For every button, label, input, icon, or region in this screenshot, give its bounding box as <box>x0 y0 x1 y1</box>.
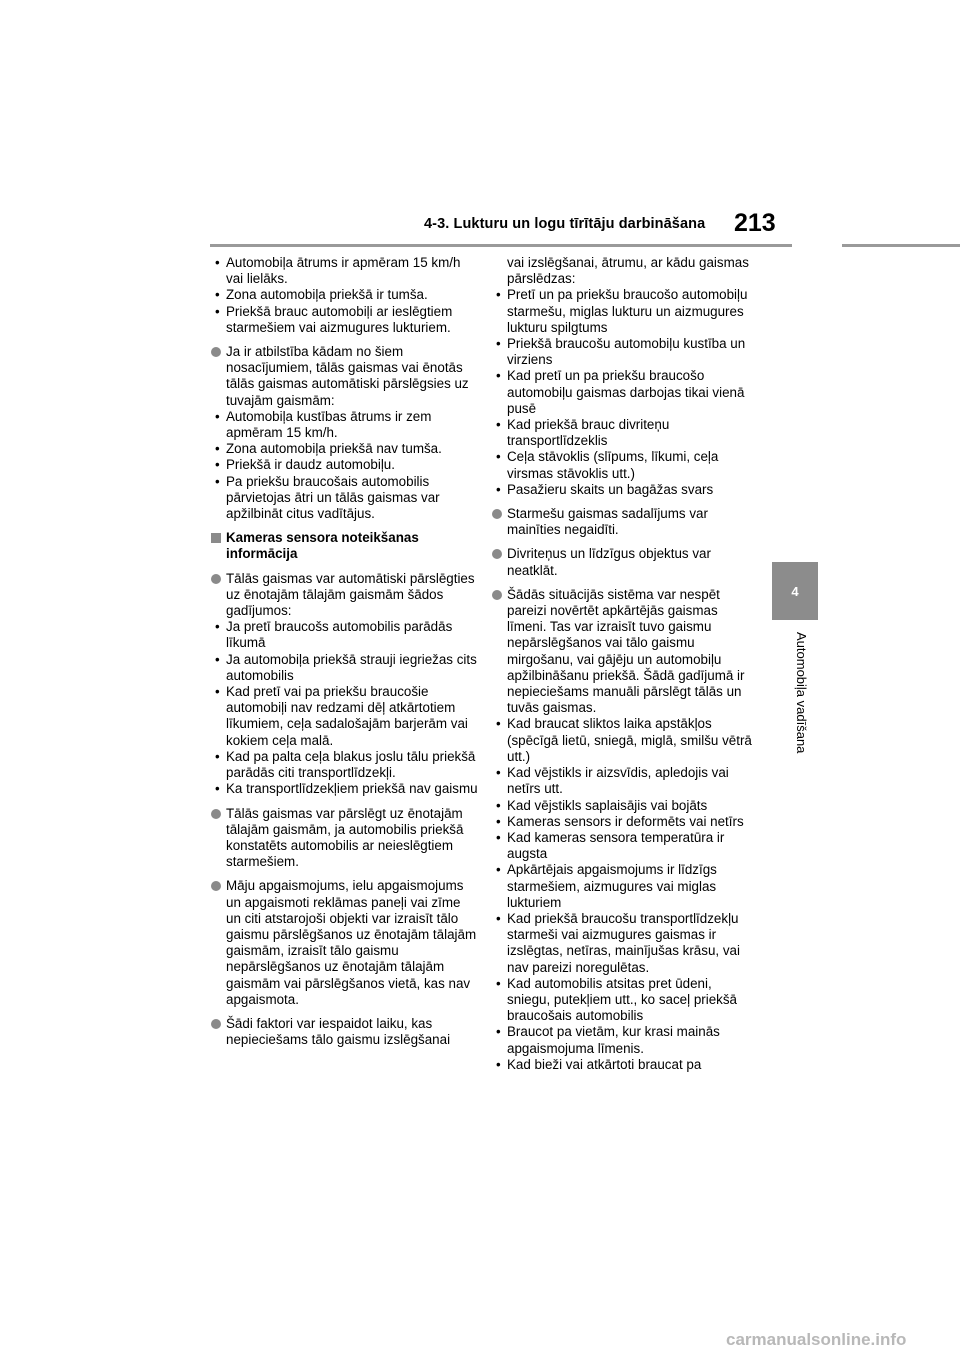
list-item: • Kad pretī un pa priekšu braucošo automobiļu gaismas darbojas tikai vienā pusē <box>491 368 753 417</box>
list-item: • Kad priekšā braucošu transportlīdzekļu starmeši vai aizmugures gaismas ir izslēgtas, netīras, mainījušas krāsu, vai nav pareizi noregulētas. <box>491 911 753 976</box>
note-text: Šādi faktori var iespaidot laiku, kas nepieciešams tālo gaismu izslēgšanai <box>210 1016 478 1048</box>
list-item: • Pasažieru skaits un bagāžas svars <box>491 482 753 498</box>
note-text: Ja ir atbilstība kādam no šiem nosacījumiem, tālās gaismas vai ēnotās tālās gaismas automātiski pārslēgsies uz tuvajām gaismām: <box>210 344 478 409</box>
list-item: • Ceļa stāvoklis (slīpums, līkumi, ceļa virsmas stāvoklis utt.) <box>491 449 753 481</box>
note-text: Starmešu gaismas sadalījums var mainīties negaidīti. <box>491 506 753 538</box>
list-item: • Kad vējstikls saplaisājis vai bojāts <box>491 798 753 814</box>
section-heading: Kameras sensora noteikšanas informācija <box>210 530 478 562</box>
list-item: • Ja automobiļa priekšā strauji iegriežas cits automobilis <box>210 652 478 684</box>
list-item: • Priekšā ir daudz automobiļu. <box>210 457 478 473</box>
list-item: • Zona automobiļa priekšā ir tumša. <box>210 287 478 303</box>
chapter-tab <box>772 562 818 620</box>
list-item: • Ka transportlīdzekļiem priekšā nav gaismu <box>210 781 478 797</box>
right-column <box>491 255 753 1081</box>
list-item: • Kad priekšā brauc divriteņu transportlīdzeklis <box>491 417 753 449</box>
note-text: Divriteņus un līdzīgus objektus var neatklāt. <box>491 546 753 578</box>
left-column <box>210 255 478 1056</box>
list-item: • Kad vējstikls ir aizsvīdis, apledojis vai netīrs utt. <box>491 765 753 797</box>
note-text: Tālās gaismas var pārslēgt uz ēnotajām tālajām gaismām, ja automobilis priekšā konstatēts automobilis ar neieslēgtiem starmešiem. <box>210 806 478 871</box>
list-item: • Braucot pa vietām, kur krasi mainās apgaismojuma līmenis. <box>491 1024 753 1056</box>
note-block <box>491 587 753 1073</box>
section-title: 4-3. Lukturu un logu tīrītāju darbināšana <box>424 216 706 232</box>
list-item: • Ja pretī braucošs automobilis parādās līkumā <box>210 619 478 651</box>
chapter-number: 4 <box>791 583 799 599</box>
list-item: • Kad automobilis atsitas pret ūdeni, sniegu, putekļiem utt., ko saceļ priekšā braucošais automobilis <box>491 976 753 1025</box>
note-block <box>210 344 478 522</box>
list-item: • Automobiļa kustības ātrums ir zem apmēram 15 km/h. <box>210 409 478 441</box>
list-item: • Priekšā brauc automobiļi ar ieslēgtiem starmešiem vai aizmugures lukturiem. <box>210 304 478 336</box>
list-item: • Kad pa palta ceļa blakus joslu tālu priekšā parādās citi transportlīdzekļi. <box>210 749 478 781</box>
note-block <box>491 255 753 498</box>
note-text: Māju apgaismojums, ielu apgaismojums un apgaismoti reklāmas paneļi vai zīme un citi atstarojoši objekti var izraisīt tālo gaismu pārslēgšanos uz ēnotajām tālajām gaismām, izraisīt tālo gaismu nepārslēgšanos uz ēnotajām tālajām gaismām vai pārslēgšanos vietā, kas nav apgaismota. <box>210 878 478 1008</box>
watermark: carmanualsonline.info <box>726 1330 907 1349</box>
list-item: • Kad kameras sensora temperatūra ir augsta <box>491 830 753 862</box>
list-item: • Kad bieži vai atkārtoti braucat pa <box>491 1057 753 1073</box>
list-item: • Kad braucat sliktos laika apstākļos (spēcīgā lietū, sniegā, miglā, smilšu vētrā utt.) <box>491 716 753 765</box>
list-item: • Kameras sensors ir deformēts vai netīrs <box>491 814 753 830</box>
header-rule-left <box>210 244 792 247</box>
continuation-text: vai izslēgšanai, ātrumu, ar kādu gaismas pārslēdzas: <box>507 255 749 287</box>
list-item: • Kad pretī vai pa priekšu braucošie automobiļi nav redzami dēļ atkārtotiem līkumiem, ceļa sadalošajām barjerām vai kokiem ceļa malā. <box>210 684 478 749</box>
list-item: • Pretī un pa priekšu braucošo automobiļu starmešu, miglas lukturu un aizmugures lukturu spilgtums <box>491 287 753 336</box>
note-block <box>210 571 478 798</box>
chapter-title: Automobiļa vadīšana <box>794 632 809 754</box>
list-item: • Zona automobiļa priekšā nav tumša. <box>210 441 478 457</box>
list-item: • Apkārtējais apgaismojums ir līdzīgs starmešiem, aizmugures vai miglas lukturiem <box>491 862 753 911</box>
list-item: • Priekšā braucošu automobiļu kustība un virziens <box>491 336 753 368</box>
note-text: Tālās gaismas var automātiski pārslēgties uz ēnotajām tālajām gaismām šādos gadījumos: <box>210 571 478 620</box>
note-text: Šādās situācijās sistēma var nespēt pareizi novērtēt apkārtējās gaismas līmeni. Tas var izraisīt tuvo gaismu nepārslēgšanos vai tālo gaismu mirgošanu, vai gājēju un automobiļu apžilbināšanu priekšā. Šādā gadījumā ir nepieciešams manuāli pārslēgt tālās un tuvās gaismas. <box>491 587 753 717</box>
list-item: • Pa priekšu braucošais automobilis pārvietojas ātri un tālās gaismas var apžilbināt citus vadītājus. <box>210 474 478 523</box>
top-bullet-list <box>210 255 478 336</box>
page-number: 213 <box>734 209 776 237</box>
list-item: • Automobiļa ātrums ir apmēram 15 km/h vai lielāks. <box>210 255 478 287</box>
header-rule-right <box>842 244 960 247</box>
